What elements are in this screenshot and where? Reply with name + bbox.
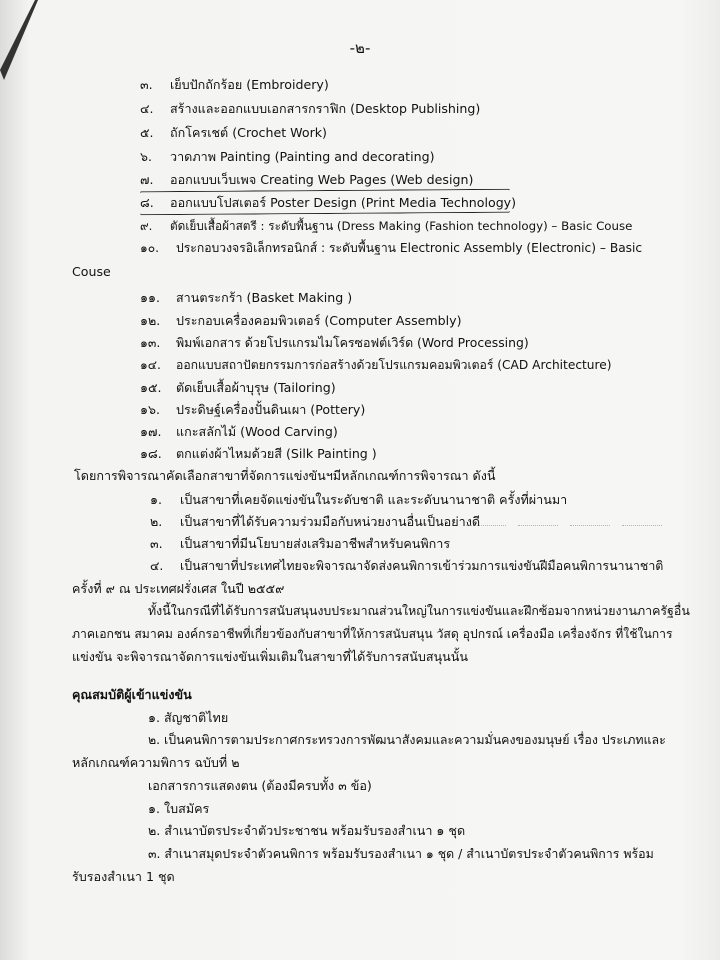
list-item: ๘. ออกแบบโปสเตอร์ Poster Design (Print Media Technology) — [140, 195, 517, 210]
criteria-item: ๓. เป็นสาขาที่มีนโยบายส่งเสริมอาชีพสำหรับคนพิการ — [150, 536, 451, 551]
list-item: ๖. วาดภาพ Painting (Painting and decorating) — [140, 149, 435, 164]
document-item: ๒. สำเนาบัตรประจำตัวประชาชน พร้อมรับรองสำเนา ๑ ชุด — [148, 823, 466, 838]
paragraph-line: ทั้งนี้ในกรณีที่ได้รับการสนับสนุนงบประมาณส่วนใหญ่ในการแข่งขันและฝึกซ้อมจากหน่วยงานภาครัฐอื่น — [148, 603, 690, 618]
document-item: ๓. สำเนาสมุดประจำตัวคนพิการ พร้อมรับรองสำเนา ๑ ชุด / สำเนาบัตรประจำตัวคนพิการ พร้อม — [148, 846, 654, 861]
document-item: ๑. ใบสมัคร — [148, 801, 210, 816]
list-item-continuation: Couse — [72, 264, 111, 279]
criteria-continuation: ครั้งที่ ๙ ณ ประเทศฝรั่งเศส ในปี ๒๕๕๙ — [72, 581, 285, 596]
list-item: ๑๓. พิมพ์เอกสาร ด้วยโปรแกรมไมโครซอฟต์เวิร์ด (Word Processing) — [140, 335, 529, 350]
paragraph-line: ภาคเอกชน สมาคม องค์กรอาชีพที่เกี่ยวข้องกับสาขาที่ให้การสนับสนุน วัสดุ อุปกรณ์ เครื่องมือ เครื่องจักร ที่ใช้ในการ — [72, 627, 673, 641]
list-item: ๑๘. ตกแต่งผ้าไหมด้วยสี (Silk Painting ) — [140, 446, 377, 461]
list-item: ๑๕. ตัดเย็บเสื้อผ้าบุรุษ (Tailoring) — [140, 380, 336, 395]
list-item: ๓. เย็บปักถักร้อย (Embroidery) — [140, 77, 329, 92]
document-continuation: รับรองสำเนา 1 ชุด — [72, 869, 175, 884]
list-item: ๑๐. ประกอบวงจรอิเล็กทรอนิกส์ : ระดับพื้นฐาน Electronic Assembly (Electronic) – Basic — [140, 241, 643, 255]
list-item: ๔. สร้างและออกแบบเอกสารกราฟิก (Desktop Publishing) — [140, 101, 481, 116]
criteria-item: ๔. เป็นสาขาที่ประเทศไทยจะพิจารณาจัดส่งคนพิการเข้าร่วมการแข่งขันฝีมือคนพิการนานาชาติ — [150, 558, 664, 573]
criteria-intro: โดยการพิจารณาคัดเลือกสาขาที่จัดการแข่งขันฯมีหลักเกณฑ์การพิจารณา ดังนี้ — [74, 468, 496, 483]
list-item: ๕. ถักโครเชต์ (Crochet Work) — [140, 125, 327, 140]
list-item: ๙. ตัดเย็บเสื้อผ้าสตรี : ระดับพื้นฐาน (Dress Making (Fashion technology) – Basic Couse — [140, 219, 633, 233]
criteria-item: ๒. เป็นสาขาที่ได้รับความร่วมมือกับหน่วยงานอื่นเป็นอย่างดี — [150, 514, 481, 529]
documents-heading: เอกสารการแสดงตน (ต้องมีครบทั้ง ๓ ข้อ) — [148, 778, 372, 793]
page-number: -๒- — [349, 39, 371, 57]
section-heading: คุณสมบัติผู้เข้าแข่งขัน — [72, 687, 192, 702]
list-item: ๑๑. สานตระกร้า (Basket Making ) — [140, 290, 353, 305]
qualification-item: ๑. สัญชาติไทย — [148, 710, 229, 725]
list-item: ๑๗. แกะสลักไม้ (Wood Carving) — [140, 424, 338, 439]
list-item: ๗. ออกแบบเว็บเพจ Creating Web Pages (Web design) — [140, 172, 474, 187]
faint-bleed-through — [460, 519, 710, 549]
list-item: ๑๔. ออกแบบสถาปัตยกรรมการก่อสร้างด้วยโปรแกรมคอมพิวเตอร์ (CAD Architecture) — [140, 358, 612, 372]
paragraph-line: แข่งขัน จะพิจารณาจัดการแข่งขันเพิ่มเติมในสาขาที่ได้รับการสนับสนุนนั้น — [72, 649, 468, 664]
qualification-continuation: หลักเกณฑ์ความพิการ ฉบับที่ ๒ — [72, 755, 240, 770]
list-item: ๑๒. ประกอบเครื่องคอมพิวเตอร์ (Computer Assembly) — [140, 313, 462, 328]
list-item: ๑๖. ประดิษฐ์เครื่องปั้นดินเผา (Pottery) — [140, 402, 366, 417]
qualification-item: ๒. เป็นคนพิการตามประกาศกระทรวงการพัฒนาสังคมและความมั่นคงของมนุษย์ เรื่อง ประเภทและ — [148, 732, 666, 747]
criteria-item: ๑. เป็นสาขาที่เคยจัดแข่งขันในระดับชาติ และระดับนานาชาติ ครั้งที่ผ่านมา — [150, 492, 568, 507]
